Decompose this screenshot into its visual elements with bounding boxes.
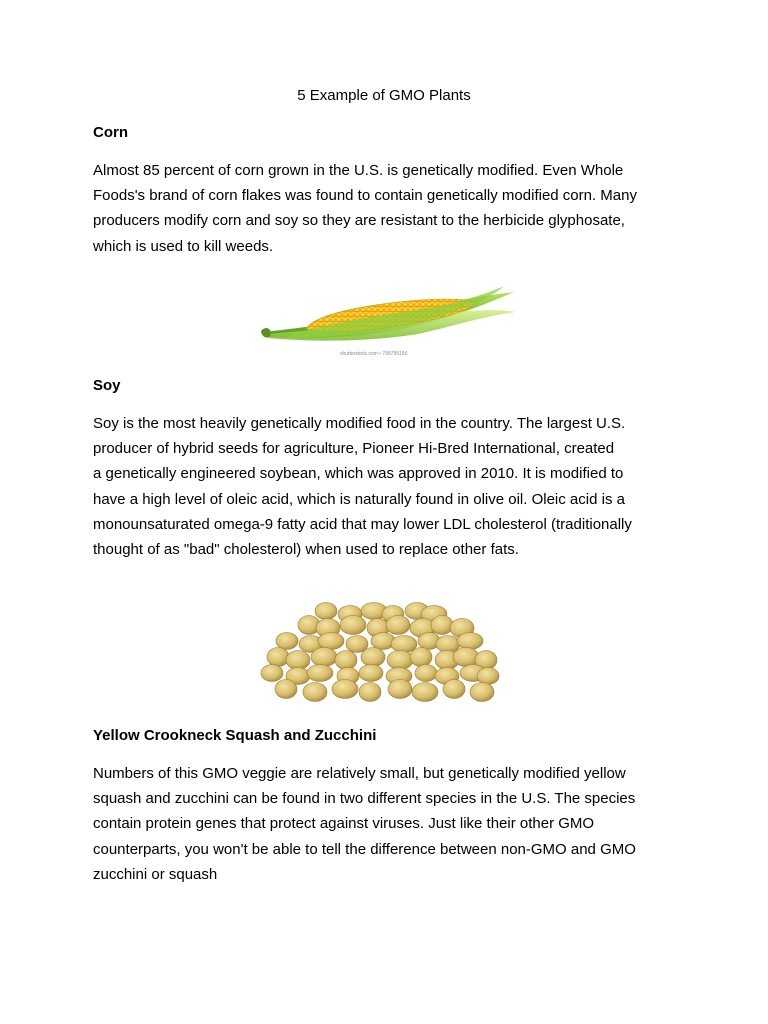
paragraph-line: thought of as "bad" cholesterol) when used to replace other fats.	[93, 541, 519, 559]
section-heading-soy: Soy	[93, 377, 121, 394]
paragraph-line: contain protein genes that protect against viruses. Just like their other GMO	[93, 815, 595, 833]
paragraph-line: Almost 85 percent of corn grown in the U.S. is genetically modified. Even Whole	[93, 162, 624, 179]
paragraph-corn	[93, 158, 693, 259]
paragraph-squash	[93, 761, 693, 887]
paragraph-line: a genetically engineered soybean, which was approved in 2010. It is modified to	[93, 465, 624, 483]
soybean	[261, 665, 283, 682]
soybean	[387, 651, 413, 670]
soybean	[386, 616, 410, 635]
soybean	[335, 651, 357, 670]
soybean	[391, 636, 417, 653]
soybean	[470, 683, 494, 702]
corn-image	[258, 282, 520, 352]
paragraph-line: Numbers of this GMO veggie are relatively small, but genetically modified yellow	[93, 765, 626, 782]
soybean	[318, 633, 344, 650]
paragraph-line: monounsaturated omega-9 fatty acid that may lower LDL cholesterol (traditionally	[93, 515, 632, 533]
paragraph-soy	[93, 411, 693, 562]
soybean	[415, 665, 437, 682]
soybean	[275, 680, 297, 699]
soybean	[371, 633, 395, 650]
soybean	[443, 680, 465, 699]
paragraph-line: Soy is the most heavily genetically modified food in the country. The largest U.S.	[93, 415, 626, 432]
soybean	[340, 616, 366, 635]
soybean	[477, 668, 499, 685]
image-credit: shutterstock.com • 799795156	[340, 351, 408, 357]
soybean	[286, 651, 310, 670]
soybean	[361, 648, 385, 667]
soybean	[431, 616, 453, 635]
paragraph-line: have a high level of oleic acid, which is naturally found in olive oil. Oleic acid is a	[93, 490, 625, 508]
paragraph-line: which is used to kill weeds.	[93, 237, 274, 255]
paragraph-line: producers modify corn and soy so they are resistant to the herbicide glyphosate,	[93, 212, 625, 230]
soybean	[276, 633, 298, 650]
soybean	[359, 683, 381, 702]
soybean	[303, 683, 327, 702]
soybean	[307, 665, 333, 682]
soybean	[453, 648, 479, 667]
soybean	[412, 683, 438, 702]
soybeans-image	[258, 598, 506, 710]
section-heading-squash: Yellow Crookneck Squash and Zucchini	[93, 727, 377, 744]
soybean	[436, 636, 460, 653]
soybean	[457, 633, 483, 650]
soybean	[410, 648, 432, 667]
paragraph-line: Foods's brand of corn flakes was found to contain genetically modified corn. Many	[93, 187, 637, 205]
document-title: 5 Example of GMO Plants	[297, 87, 471, 104]
paragraph-line: producer of hybrid seeds for agriculture, Pioneer Hi-Bred International, created	[93, 440, 615, 458]
soybean	[315, 603, 337, 620]
paragraph-line: squash and zucchini can be found in two different species in the U.S. The species	[93, 790, 636, 808]
soybean	[311, 648, 337, 667]
paragraph-line: zucchini or squash	[93, 865, 218, 883]
soybean	[332, 680, 358, 699]
soybean	[359, 665, 383, 682]
paragraph-line: counterparts, you won't be able to tell the difference between non-GMO and GMO	[93, 840, 636, 858]
soybean	[388, 680, 412, 699]
soybean	[267, 648, 289, 667]
section-heading-corn: Corn	[93, 124, 128, 141]
